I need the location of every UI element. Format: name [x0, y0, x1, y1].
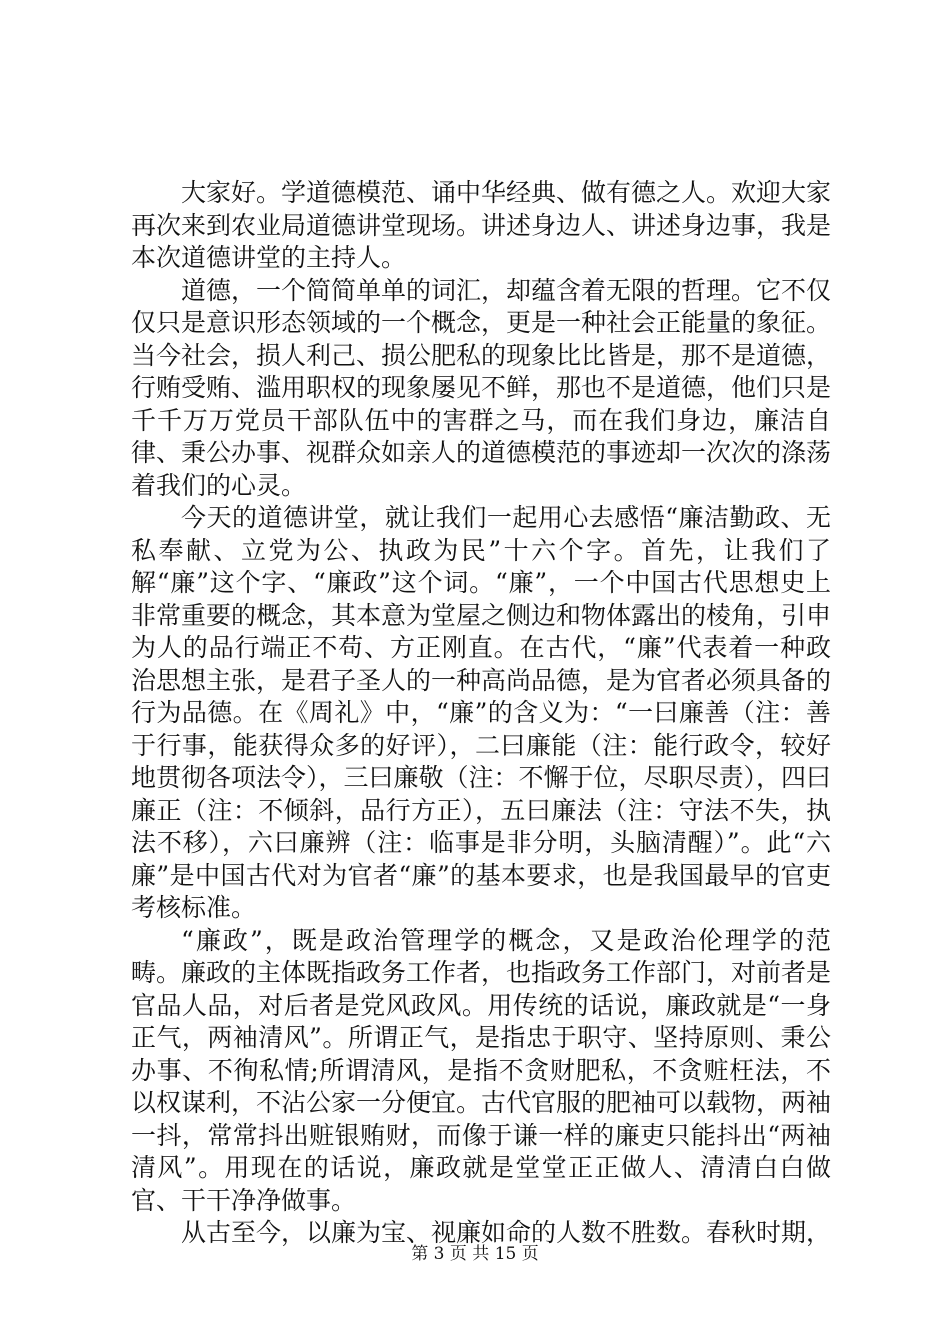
- paragraph-history: 从古至今，以廉为宝、视廉如命的人数不胜数。春秋时期，: [181, 1218, 832, 1247]
- paragraph-intro: 大家好。学道德模范、诵中华经典、做有德之人。欢迎大家再次来到农业局道德讲堂现场。讲述身边人、讲述身边事，我是本次道德讲堂的主持人。: [131, 178, 832, 272]
- document-body: [131, 177, 831, 1250]
- paragraph-lian-definition: 今天的道德讲堂，就让我们一起用心去感悟“廉洁勤政、无私奉献、立党为公、执政为民”十六个字。首先，让我们了解“廉”这个字、“廉政”这个词。“廉”，一个中国古代思想史上非常重要的概念，其本意为堂屋之侧边和物体露出的棱角，引申为人的品行端正不苟、方正刚直。在古代，“廉”代表着一种政治思想主张，是君子圣人的一种高尚品德，是为官者必须具备的行为品德。在《周礼》中，“廉”的含义为：“一曰廉善（注：善于行事，能获得众多的好评），二曰廉能（注：能行政令，较好地贯彻各项法令），三曰廉敬（注：不懈于位，尽职尽责），四曰廉正（注：不倾斜，品行方正），五曰廉法（注：守法不失，执法不移），六曰廉辨（注：临事是非分明，头脑清醒）”。此“六廉”是中国古代对为官者“廉”的基本要求，也是我国最早的官吏考核标准。: [131, 503, 832, 922]
- paragraph-morality: 道德，一个简简单单的词汇，却蕴含着无限的哲理。它不仅仅只是意识形态领域的一个概念，更是一种社会正能量的象征。当今社会，损人利己、损公肥私的现象比比皆是，那不是道德，行贿受贿、滥用职权的现象屡见不鲜，那也不是道德，他们只是千千万万党员干部队伍中的害群之马，而在我们身边，廉洁自律、秉公办事、视群众如亲人的道德模范的事迹却一次次的涤荡着我们的心灵。: [131, 275, 832, 500]
- page-footer: 第 3 页 共 15 页: [411, 1244, 539, 1264]
- paragraph-lianzheng: “廉政”，既是政治管理学的概念，又是政治伦理学的范畴。廉政的主体既指政务工作者，也指政务工作部门，对前者是官品人品，对后者是党风政风。用传统的话说，廉政就是“一身正气，两袖清风”。所谓正气，是指忠于职守、坚持原则、秉公办事、不徇私情;所谓清风，是指不贪财肥私，不贪赃枉法，不以权谋利，不沾公家一分便宜。古代官服的肥袖可以载物，两袖一抖，常常抖出赃银贿财，而像于谦一样的廉吏只能抖出“两袖清风”。用现在的话说，廉政就是堂堂正正做人、清清白白做官、干干净净做事。: [131, 925, 832, 1215]
